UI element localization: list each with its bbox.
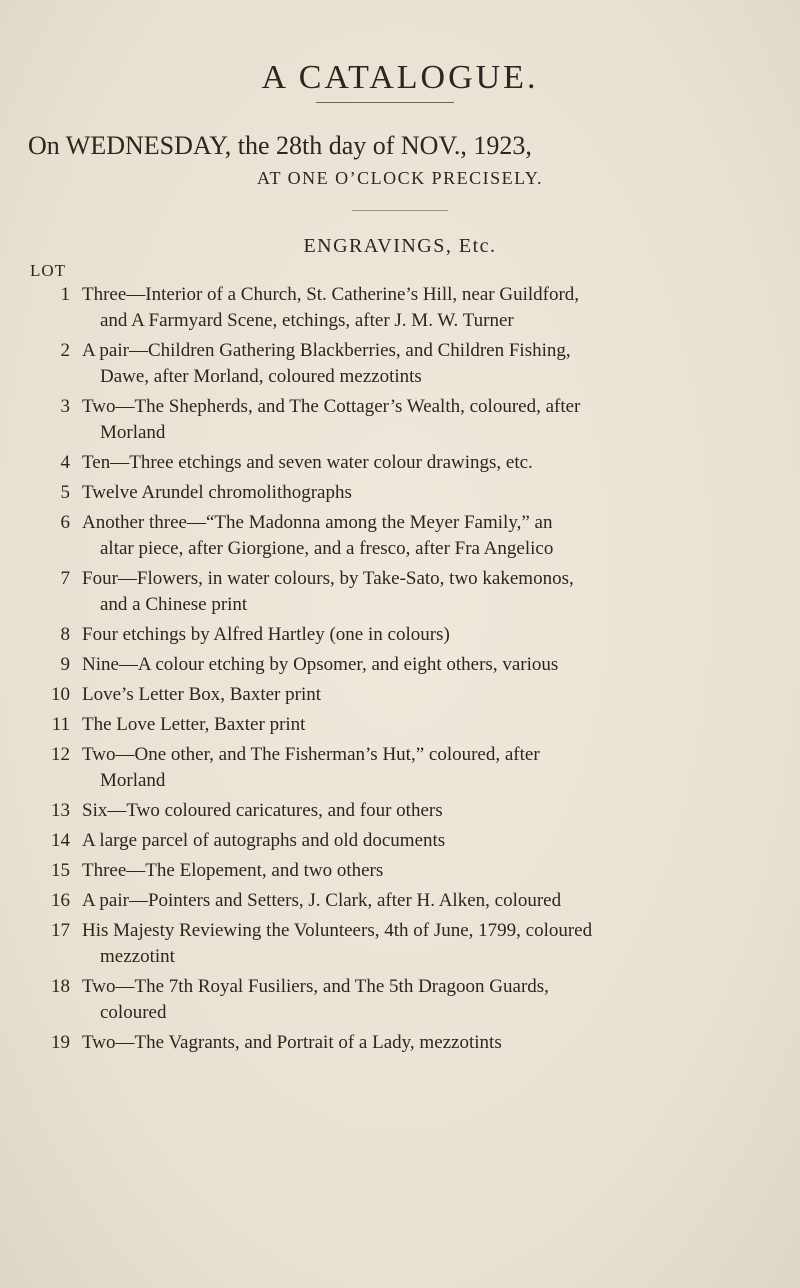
lot-list <box>0 282 800 1060</box>
lot-number: 13 <box>51 800 70 821</box>
lot-item <box>0 480 800 506</box>
time-divider <box>352 210 448 211</box>
lot-description <box>82 510 772 562</box>
lot-description <box>82 742 772 794</box>
lot-description-continuation: and A Farmyard Scene, etchings, after J. M. W. Turner <box>100 310 514 331</box>
lot-description-line: Six—Two coloured caricatures, and four others <box>82 800 443 821</box>
lot-item <box>0 1030 800 1056</box>
lot-item <box>0 450 800 476</box>
lot-description <box>82 712 772 738</box>
lot-description <box>82 798 772 824</box>
lot-description-line: A pair—Children Gathering Blackberries, and Children Fishing, <box>82 340 571 361</box>
lot-description <box>82 566 772 618</box>
lot-item <box>0 652 800 678</box>
lot-description <box>82 858 772 884</box>
lot-description <box>82 888 772 914</box>
section-heading: ENGRAVINGS, Etc. <box>303 235 497 257</box>
lot-item <box>0 974 800 1026</box>
lot-description-line: Four—Flowers, in water colours, by Take-Sato, two kakemonos, <box>82 568 574 589</box>
lot-description <box>82 1030 772 1056</box>
lot-description-line: The Love Letter, Baxter print <box>82 714 306 735</box>
lot-number: 9 <box>60 654 70 675</box>
lot-description-line: Ten—Three etchings and seven water colour drawings, etc. <box>82 452 533 473</box>
lot-number: 1 <box>60 284 70 305</box>
lot-number: 18 <box>51 976 70 997</box>
lot-item <box>0 682 800 708</box>
lot-description-line: Two—The Vagrants, and Portrait of a Lady, mezzotints <box>82 1032 502 1053</box>
lot-number: 8 <box>60 624 70 645</box>
lot-number: 16 <box>51 890 70 911</box>
lot-description <box>82 828 772 854</box>
lot-number: 5 <box>60 482 70 503</box>
lot-description <box>82 338 772 390</box>
lot-description-continuation: Morland <box>100 422 166 443</box>
lot-description-continuation: Dawe, after Morland, coloured mezzotints <box>100 366 422 387</box>
lot-description <box>82 480 772 506</box>
lot-description-line: Love’s Letter Box, Baxter print <box>82 684 322 705</box>
lot-number: 2 <box>60 340 70 361</box>
lot-number: 4 <box>60 452 70 473</box>
lot-item <box>0 510 800 562</box>
lot-number: 17 <box>51 920 70 941</box>
lot-description <box>82 652 772 678</box>
sale-time: AT ONE O’CLOCK PRECISELY. <box>256 168 544 188</box>
lot-description <box>82 450 772 476</box>
lot-number: 7 <box>60 568 70 589</box>
lot-description-continuation: coloured <box>100 1002 167 1023</box>
lot-description-line: Four etchings by Alfred Hartley (one in colours) <box>82 624 450 645</box>
lot-number: 19 <box>51 1032 70 1053</box>
lot-description-continuation: Morland <box>100 770 166 791</box>
lot-description-line: A large parcel of autographs and old documents <box>82 830 446 851</box>
lot-description <box>82 622 772 648</box>
lot-number: 3 <box>60 396 70 417</box>
lot-description-line: Two—The Shepherds, and The Cottager’s Wealth, coloured, after <box>82 396 581 417</box>
sale-date: On WEDNESDAY, the 28th day of NOV., 1923, <box>28 131 532 160</box>
lot-description <box>82 974 772 1026</box>
lot-description-continuation: and a Chinese print <box>100 594 248 615</box>
lot-number: 10 <box>51 684 70 705</box>
lot-description-line: Two—The 7th Royal Fusiliers, and The 5th Dragoon Guards, <box>82 976 549 997</box>
lot-description-line: Three—The Elopement, and two others <box>82 860 384 881</box>
lot-number: 12 <box>51 744 70 765</box>
lot-description <box>82 918 772 970</box>
lot-number: 6 <box>60 512 70 533</box>
lot-description <box>82 682 772 708</box>
lot-description <box>82 282 772 334</box>
lot-item <box>0 742 800 794</box>
lot-item <box>0 888 800 914</box>
lot-column-label: LOT <box>30 261 67 280</box>
lot-item <box>0 828 800 854</box>
lot-item <box>0 394 800 446</box>
lot-item <box>0 282 800 334</box>
lot-item <box>0 566 800 618</box>
lot-item <box>0 338 800 390</box>
title-divider <box>316 102 454 103</box>
lot-description-continuation: mezzotint <box>100 946 175 967</box>
catalogue-title: A CATALOGUE. <box>261 59 539 96</box>
lot-number: 14 <box>51 830 70 851</box>
lot-description-line: A pair—Pointers and Setters, J. Clark, after H. Alken, coloured <box>82 890 562 911</box>
lot-item <box>0 798 800 824</box>
lot-description-line: Another three—“The Madonna among the Meyer Family,” an <box>82 512 553 533</box>
lot-description <box>82 394 772 446</box>
lot-description-line: Twelve Arundel chromolithographs <box>82 482 352 503</box>
lot-description-line: Three—Interior of a Church, St. Catherine’s Hill, near Guildford, <box>82 284 580 305</box>
lot-number: 11 <box>51 714 70 735</box>
lot-description-continuation: altar piece, after Giorgione, and a fresco, after Fra Angelico <box>100 538 554 559</box>
lot-description-line: Nine—A colour etching by Opsomer, and eight others, various <box>82 654 559 675</box>
lot-item <box>0 918 800 970</box>
lot-item <box>0 858 800 884</box>
lot-description-line: His Majesty Reviewing the Volunteers, 4th of June, 1799, coloured <box>82 920 593 941</box>
lot-number: 15 <box>51 860 70 881</box>
lot-item <box>0 622 800 648</box>
lot-description-line: Two—One other, and The Fisherman’s Hut,” coloured, after <box>82 744 540 765</box>
lot-item <box>0 712 800 738</box>
